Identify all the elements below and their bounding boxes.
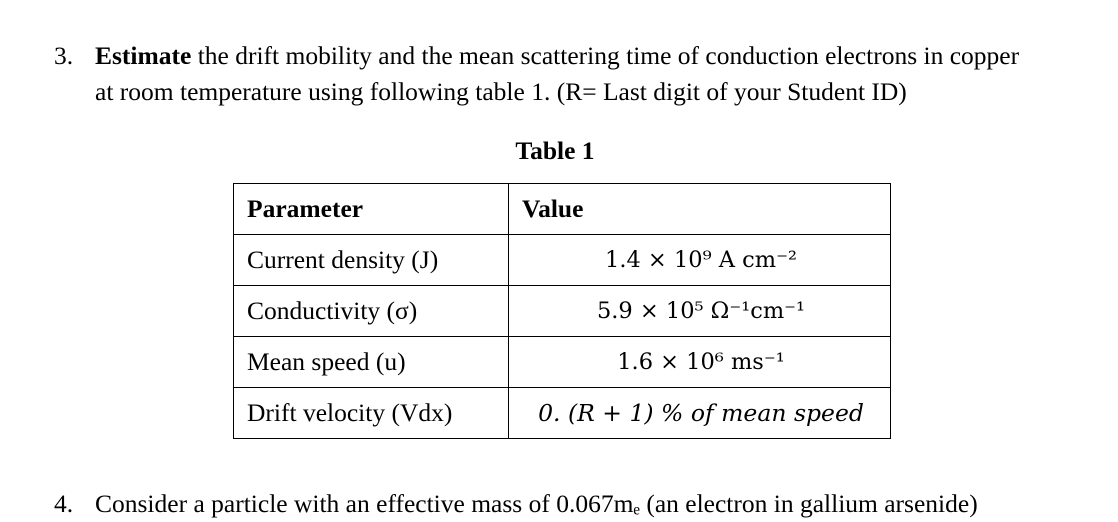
table-header-row xyxy=(234,184,891,235)
value-cell: 5.9 × 10⁵ Ω⁻¹cm⁻¹ xyxy=(509,286,891,337)
parameter-cell: Drift velocity (Vdx) xyxy=(234,388,509,439)
value-cell: 1.6 × 10⁶ ms⁻¹ xyxy=(509,337,891,388)
parameter-cell: Mean speed (u) xyxy=(234,337,509,388)
question-3-bold-lead: Estimate xyxy=(95,41,192,70)
question-4-number: 4. xyxy=(54,489,74,518)
table-row xyxy=(234,235,891,286)
question-3-line-2: at room temperature using following table 1. (R= Last digit of your Student ID) xyxy=(95,77,907,106)
table-row xyxy=(234,337,891,388)
question-4-text: Consider a particle with an effective mass of 0.067mₑ (an electron in gallium arsenide) xyxy=(95,489,978,518)
parameter-table xyxy=(233,183,891,439)
question-3-number: 3. xyxy=(54,41,74,70)
parameter-cell: Conductivity (σ) xyxy=(234,286,509,337)
table-row xyxy=(234,286,891,337)
value-cell: 0. (R + 1) % of mean speed xyxy=(509,388,891,439)
table-caption: Table 1 xyxy=(515,136,595,165)
table-row xyxy=(234,388,891,439)
question-3-line-1-text: the drift mobility and the mean scattering time of conduction electrons in copper xyxy=(191,41,1020,70)
header-value: Value xyxy=(509,184,891,235)
question-3-line-1 xyxy=(54,38,1118,74)
parameter-cell: Current density (J) xyxy=(234,235,509,286)
question-4 xyxy=(54,486,1118,522)
question-3 xyxy=(54,38,1118,110)
header-parameter: Parameter xyxy=(234,184,509,235)
value-cell: 1.4 × 10⁹ A cm⁻² xyxy=(509,235,891,286)
